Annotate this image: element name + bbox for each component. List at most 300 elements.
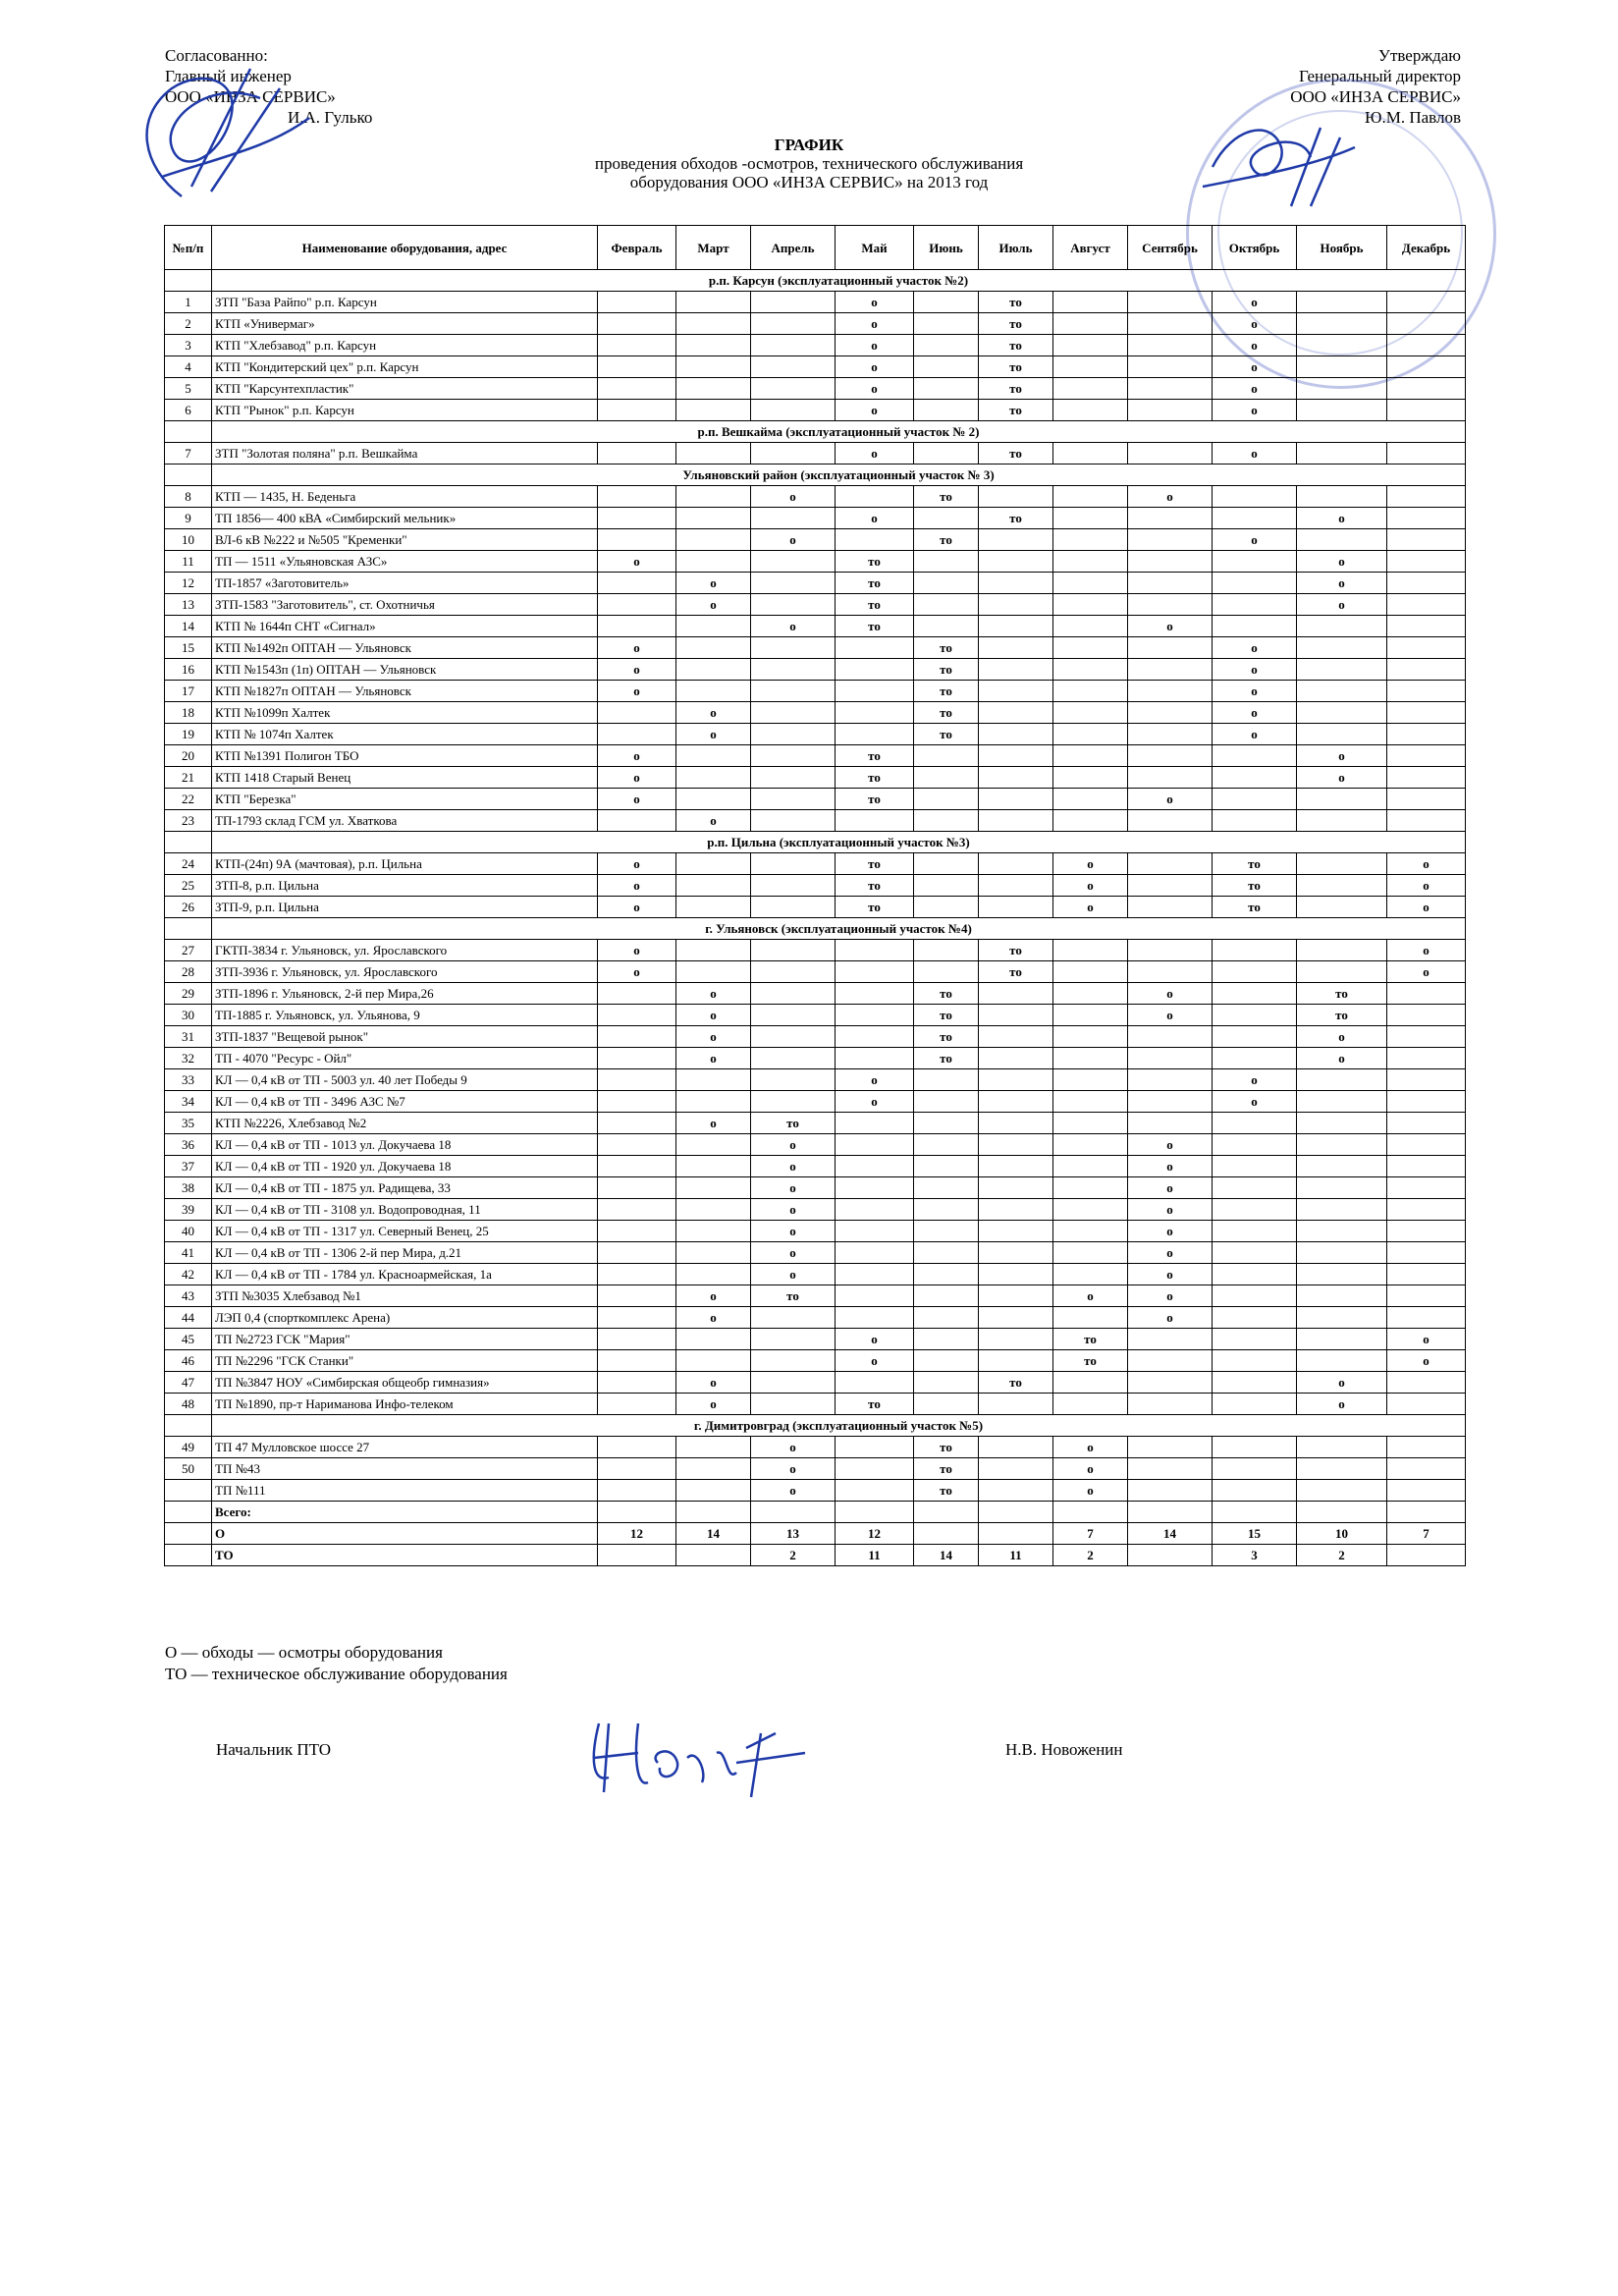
schedule-cell xyxy=(1128,1372,1213,1394)
schedule-cell xyxy=(979,789,1053,810)
schedule-cell xyxy=(1213,1048,1297,1069)
schedule-cell xyxy=(598,983,676,1005)
schedule-cell xyxy=(1297,292,1387,313)
schedule-cell xyxy=(1053,789,1128,810)
schedule-cell xyxy=(979,681,1053,702)
schedule-cell: о xyxy=(1128,1134,1213,1156)
schedule-cell: о xyxy=(1128,616,1213,637)
schedule-cell xyxy=(914,378,979,400)
schedule-cell xyxy=(979,1307,1053,1329)
row-number: 5 xyxy=(165,378,212,400)
document-subtitle-line2: оборудования ООО «ИНЗА СЕРВИС» на 2013 год xyxy=(629,173,989,191)
schedule-cell xyxy=(1053,313,1128,335)
schedule-cell xyxy=(1297,724,1387,745)
row-number: 11 xyxy=(165,551,212,573)
document-title-block xyxy=(0,136,1618,191)
schedule-cell xyxy=(1053,724,1128,745)
row-number: 46 xyxy=(165,1350,212,1372)
schedule-cell: 7 xyxy=(1053,1523,1128,1545)
schedule-cell xyxy=(1053,1264,1128,1285)
schedule-cell xyxy=(1387,1026,1466,1048)
schedule-cell: о xyxy=(598,961,676,983)
schedule-cell xyxy=(979,1394,1053,1415)
schedule-cell xyxy=(598,1091,676,1113)
schedule-cell xyxy=(1053,702,1128,724)
schedule-cell xyxy=(751,292,836,313)
schedule-cell xyxy=(1297,875,1387,897)
schedule-cell xyxy=(979,1437,1053,1458)
schedule-cell xyxy=(914,551,979,573)
equipment-name: ЗТП "Золотая поляна" р.п. Вешкайма xyxy=(212,443,598,465)
schedule-cell xyxy=(1053,983,1128,1005)
row-number: 9 xyxy=(165,508,212,529)
table-row xyxy=(165,853,1466,875)
schedule-cell xyxy=(979,702,1053,724)
schedule-cell xyxy=(979,573,1053,594)
table-row xyxy=(165,637,1466,659)
schedule-cell xyxy=(914,1156,979,1177)
schedule-cell xyxy=(1053,1199,1128,1221)
schedule-cell: о xyxy=(751,529,836,551)
schedule-cell xyxy=(598,1048,676,1069)
schedule-cell xyxy=(751,940,836,961)
schedule-cell xyxy=(1387,356,1466,378)
equipment-name: КТП 1418 Старый Венец xyxy=(212,767,598,789)
schedule-cell: то xyxy=(914,637,979,659)
schedule-cell xyxy=(914,1177,979,1199)
schedule-cell: то xyxy=(1297,1005,1387,1026)
schedule-cell xyxy=(676,681,751,702)
equipment-name: КТП-(24п) 9А (мачтовая), р.п. Цильна xyxy=(212,853,598,875)
table-row xyxy=(165,724,1466,745)
schedule-cell xyxy=(979,1458,1053,1480)
schedule-cell xyxy=(751,659,836,681)
schedule-cell xyxy=(1387,724,1466,745)
schedule-cell xyxy=(676,356,751,378)
schedule-cell xyxy=(1213,810,1297,832)
schedule-cell xyxy=(979,1091,1053,1113)
equipment-name: ЗТП-1583 "Заготовитель", ст. Охотничья xyxy=(212,594,598,616)
schedule-cell xyxy=(1128,724,1213,745)
equipment-name: ТП №111 xyxy=(212,1480,598,1502)
schedule-cell xyxy=(836,1221,914,1242)
table-row xyxy=(165,335,1466,356)
schedule-cell xyxy=(598,400,676,421)
schedule-cell xyxy=(598,1242,676,1264)
schedule-cell xyxy=(914,853,979,875)
schedule-cell: то xyxy=(836,594,914,616)
schedule-cell: 2 xyxy=(1297,1545,1387,1566)
schedule-cell xyxy=(836,702,914,724)
row-number: 45 xyxy=(165,1329,212,1350)
schedule-cell: о xyxy=(1053,897,1128,918)
equipment-name: КТП — 1435, Н. Беденьга xyxy=(212,486,598,508)
schedule-cell xyxy=(676,637,751,659)
schedule-cell xyxy=(1387,335,1466,356)
schedule-cell xyxy=(1128,378,1213,400)
schedule-cell: то xyxy=(979,508,1053,529)
schedule-cell xyxy=(1128,1437,1213,1458)
schedule-cell xyxy=(1387,1134,1466,1156)
schedule-cell xyxy=(676,1221,751,1242)
schedule-cell xyxy=(836,1026,914,1048)
schedule-cell xyxy=(1128,940,1213,961)
table-row xyxy=(165,702,1466,724)
schedule-cell xyxy=(598,1480,676,1502)
section-row xyxy=(165,465,1466,486)
schedule-cell xyxy=(1387,681,1466,702)
table-row xyxy=(165,1091,1466,1113)
schedule-cell xyxy=(1387,551,1466,573)
equipment-name: КЛ — 0,4 кВ от ТП - 1784 ул. Красноармейская, 1а xyxy=(212,1264,598,1285)
approval-left-name: И.А. Гулько xyxy=(288,108,373,127)
row-number: 17 xyxy=(165,681,212,702)
schedule-cell xyxy=(1297,400,1387,421)
schedule-cell xyxy=(1128,702,1213,724)
schedule-cell xyxy=(1213,1026,1297,1048)
schedule-cell xyxy=(914,356,979,378)
row-number: 38 xyxy=(165,1177,212,1199)
schedule-cell xyxy=(1387,1458,1466,1480)
document-subtitle-line1: проведения обходов -осмотров, технического обслуживания xyxy=(594,154,1024,173)
schedule-cell xyxy=(979,1005,1053,1026)
schedule-cell xyxy=(1387,1199,1466,1221)
schedule-cell xyxy=(836,1264,914,1285)
equipment-name: ЗТП-8, р.п. Цильна xyxy=(212,875,598,897)
row-number: 7 xyxy=(165,443,212,465)
schedule-cell: то xyxy=(1213,853,1297,875)
schedule-cell xyxy=(1128,573,1213,594)
table-row xyxy=(165,356,1466,378)
schedule-cell: то xyxy=(836,897,914,918)
equipment-name: ТО xyxy=(212,1545,598,1566)
schedule-cell xyxy=(676,529,751,551)
schedule-cell xyxy=(1053,940,1128,961)
schedule-cell xyxy=(598,1372,676,1394)
schedule-cell xyxy=(979,983,1053,1005)
schedule-cell xyxy=(1128,443,1213,465)
schedule-cell xyxy=(1297,810,1387,832)
schedule-cell xyxy=(979,853,1053,875)
row-number: 20 xyxy=(165,745,212,767)
equipment-name: КТП №1543п (1п) ОПТАН — Ульяновск xyxy=(212,659,598,681)
equipment-name: ТП - 4070 "Ресурс - Ойл" xyxy=(212,1048,598,1069)
schedule-cell xyxy=(1128,1091,1213,1113)
schedule-cell xyxy=(1053,551,1128,573)
schedule-cell xyxy=(598,1026,676,1048)
schedule-cell xyxy=(676,443,751,465)
table-row xyxy=(165,875,1466,897)
schedule-cell xyxy=(1297,659,1387,681)
schedule-cell xyxy=(1128,551,1213,573)
total-row xyxy=(165,1545,1466,1566)
schedule-cell xyxy=(1128,767,1213,789)
document-title: ГРАФИК xyxy=(774,136,844,154)
equipment-name: КТП №1492п ОПТАН — Ульяновск xyxy=(212,637,598,659)
schedule-cell xyxy=(598,702,676,724)
equipment-name: КТП №1391 Полигон ТБО xyxy=(212,745,598,767)
schedule-cell: о xyxy=(1053,1458,1128,1480)
schedule-cell xyxy=(1387,292,1466,313)
schedule-cell xyxy=(914,400,979,421)
schedule-cell xyxy=(676,1480,751,1502)
schedule-cell xyxy=(751,853,836,875)
schedule-cell xyxy=(598,1264,676,1285)
equipment-name: ТП №3847 НОУ «Симбирская общеобр гимназия» xyxy=(212,1372,598,1394)
schedule-cell: о xyxy=(1297,767,1387,789)
schedule-cell xyxy=(836,1242,914,1264)
schedule-cell xyxy=(1213,486,1297,508)
schedule-cell: то xyxy=(836,551,914,573)
schedule-cell xyxy=(676,1242,751,1264)
schedule-cell xyxy=(1053,810,1128,832)
schedule-cell xyxy=(1053,1242,1128,1264)
schedule-cell xyxy=(914,594,979,616)
schedule-cell xyxy=(598,292,676,313)
schedule-cell xyxy=(1213,1242,1297,1264)
schedule-cell xyxy=(751,789,836,810)
equipment-name: ТП — 1511 «Ульяновская АЗС» xyxy=(212,551,598,573)
schedule-cell xyxy=(1213,1502,1297,1523)
schedule-cell xyxy=(1053,681,1128,702)
schedule-cell: то xyxy=(836,616,914,637)
equipment-name: КТП №1099п Халтек xyxy=(212,702,598,724)
schedule-cell xyxy=(1297,702,1387,724)
schedule-cell: о xyxy=(1387,1350,1466,1372)
schedule-cell xyxy=(1297,356,1387,378)
schedule-cell xyxy=(1053,400,1128,421)
schedule-cell xyxy=(1387,400,1466,421)
schedule-cell: о xyxy=(598,659,676,681)
schedule-cell xyxy=(1213,508,1297,529)
schedule-cell xyxy=(676,1134,751,1156)
schedule-cell xyxy=(1128,1069,1213,1091)
schedule-cell xyxy=(979,594,1053,616)
schedule-cell xyxy=(676,1199,751,1221)
approval-right-position: Генеральный директор xyxy=(1298,67,1461,85)
schedule-cell: то xyxy=(836,767,914,789)
schedule-cell xyxy=(1387,573,1466,594)
schedule-cell xyxy=(1387,745,1466,767)
schedule-cell xyxy=(676,551,751,573)
schedule-cell: о xyxy=(751,1458,836,1480)
schedule-cell xyxy=(751,508,836,529)
schedule-cell: то xyxy=(1213,897,1297,918)
schedule-cell xyxy=(751,378,836,400)
schedule-cell: о xyxy=(676,1005,751,1026)
schedule-cell xyxy=(1128,529,1213,551)
schedule-cell xyxy=(598,1394,676,1415)
schedule-cell xyxy=(1387,1307,1466,1329)
schedule-cell: о xyxy=(1128,1005,1213,1026)
schedule-cell xyxy=(979,1177,1053,1199)
schedule-cell xyxy=(598,1156,676,1177)
schedule-cell: о xyxy=(1297,1026,1387,1048)
schedule-cell xyxy=(676,1502,751,1523)
schedule-cell: о xyxy=(598,875,676,897)
schedule-cell xyxy=(751,573,836,594)
table-row xyxy=(165,789,1466,810)
table-row xyxy=(165,1134,1466,1156)
row-number: 2 xyxy=(165,313,212,335)
row-number: 19 xyxy=(165,724,212,745)
schedule-cell xyxy=(1297,940,1387,961)
schedule-cell xyxy=(1128,594,1213,616)
equipment-name: КТП № 1644п СНТ «Сигнал» xyxy=(212,616,598,637)
schedule-cell xyxy=(1297,1458,1387,1480)
schedule-cell: о xyxy=(1297,1048,1387,1069)
schedule-cell xyxy=(914,573,979,594)
schedule-cell xyxy=(1053,1502,1128,1523)
schedule-cell: 15 xyxy=(1213,1523,1297,1545)
schedule-cell xyxy=(914,508,979,529)
section-row xyxy=(165,421,1466,443)
schedule-cell xyxy=(836,1437,914,1458)
schedule-cell xyxy=(1213,573,1297,594)
schedule-cell: о xyxy=(598,940,676,961)
schedule-cell: о xyxy=(1128,789,1213,810)
column-header: Декабрь xyxy=(1387,226,1466,270)
column-header: Июль xyxy=(979,226,1053,270)
schedule-cell xyxy=(836,529,914,551)
schedule-cell xyxy=(1213,1221,1297,1242)
schedule-cell xyxy=(979,1048,1053,1069)
row-number: 33 xyxy=(165,1069,212,1091)
table-row xyxy=(165,1329,1466,1350)
schedule-cell xyxy=(751,1307,836,1329)
schedule-cell xyxy=(979,1026,1053,1048)
schedule-cell xyxy=(914,961,979,983)
schedule-cell xyxy=(1053,745,1128,767)
row-number: 26 xyxy=(165,897,212,918)
schedule-cell: о xyxy=(1387,940,1466,961)
schedule-cell: о xyxy=(598,767,676,789)
schedule-cell xyxy=(1053,961,1128,983)
schedule-cell xyxy=(1297,1502,1387,1523)
schedule-cell xyxy=(751,961,836,983)
schedule-cell: о xyxy=(676,1372,751,1394)
schedule-cell xyxy=(1128,313,1213,335)
equipment-name: ЗТП №3035 Хлебзавод №1 xyxy=(212,1285,598,1307)
schedule-cell xyxy=(914,1307,979,1329)
schedule-cell xyxy=(751,702,836,724)
schedule-cell: о xyxy=(1387,853,1466,875)
schedule-cell xyxy=(676,616,751,637)
schedule-cell xyxy=(1128,853,1213,875)
schedule-cell: 13 xyxy=(751,1523,836,1545)
schedule-cell xyxy=(1297,1242,1387,1264)
schedule-cell xyxy=(1128,1113,1213,1134)
schedule-cell xyxy=(1213,983,1297,1005)
row-number xyxy=(165,1502,212,1523)
schedule-cell: о xyxy=(1213,1091,1297,1113)
schedule-cell xyxy=(979,616,1053,637)
approval-right-company: ООО «ИНЗА СЕРВИС» xyxy=(1290,87,1461,106)
schedule-cell xyxy=(1213,789,1297,810)
schedule-cell xyxy=(598,313,676,335)
row-number: 42 xyxy=(165,1264,212,1285)
schedule-cell: о xyxy=(751,1264,836,1285)
row-number: 13 xyxy=(165,594,212,616)
schedule-cell xyxy=(1387,1394,1466,1415)
row-number: 23 xyxy=(165,810,212,832)
table-row xyxy=(165,313,1466,335)
schedule-cell xyxy=(1213,1394,1297,1415)
row-number: 40 xyxy=(165,1221,212,1242)
schedule-cell xyxy=(914,1502,979,1523)
schedule-cell xyxy=(598,356,676,378)
schedule-cell xyxy=(751,400,836,421)
schedule-cell xyxy=(1387,1437,1466,1458)
schedule-cell xyxy=(1297,443,1387,465)
schedule-cell: то xyxy=(914,983,979,1005)
table-row xyxy=(165,961,1466,983)
row-number: 32 xyxy=(165,1048,212,1069)
schedule-cell: 11 xyxy=(979,1545,1053,1566)
schedule-cell: то xyxy=(751,1113,836,1134)
schedule-cell xyxy=(1387,1264,1466,1285)
schedule-cell xyxy=(1128,1545,1213,1566)
column-header: Сентябрь xyxy=(1128,226,1213,270)
schedule-cell xyxy=(1128,1458,1213,1480)
schedule-cell: о xyxy=(751,1221,836,1242)
schedule-cell: то xyxy=(979,940,1053,961)
schedule-cell xyxy=(676,853,751,875)
equipment-name: КЛ — 0,4 кВ от ТП - 3496 АЗС №7 xyxy=(212,1091,598,1113)
schedule-cell xyxy=(914,897,979,918)
section-blank-cell xyxy=(165,421,212,443)
schedule-cell xyxy=(979,529,1053,551)
section-title: г. Димитровград (эксплуатационный участок №5) xyxy=(212,1415,1466,1437)
schedule-cell xyxy=(1297,1156,1387,1177)
schedule-cell: то xyxy=(914,659,979,681)
equipment-name: ЗТП "База Райпо" р.п. Карсун xyxy=(212,292,598,313)
schedule-cell: о xyxy=(751,1480,836,1502)
schedule-cell xyxy=(1128,681,1213,702)
schedule-cell xyxy=(914,940,979,961)
schedule-cell xyxy=(598,529,676,551)
schedule-cell: о xyxy=(1213,1069,1297,1091)
schedule-cell xyxy=(1213,1134,1297,1156)
schedule-cell xyxy=(676,1350,751,1372)
schedule-cell xyxy=(914,1264,979,1285)
schedule-cell xyxy=(598,1005,676,1026)
schedule-cell xyxy=(1213,745,1297,767)
table-row xyxy=(165,1394,1466,1415)
schedule-cell: то xyxy=(914,702,979,724)
schedule-cell xyxy=(598,508,676,529)
row-number xyxy=(165,1545,212,1566)
schedule-cell xyxy=(1053,1026,1128,1048)
schedule-cell xyxy=(1053,1091,1128,1113)
schedule-cell xyxy=(979,1285,1053,1307)
schedule-cell xyxy=(914,1329,979,1350)
schedule-cell xyxy=(676,1091,751,1113)
schedule-cell xyxy=(979,1523,1053,1545)
equipment-name: ТП 47 Мулловское шоссе 27 xyxy=(212,1437,598,1458)
schedule-cell xyxy=(676,767,751,789)
schedule-cell xyxy=(914,313,979,335)
schedule-cell xyxy=(1297,681,1387,702)
schedule-cell xyxy=(979,486,1053,508)
table-row xyxy=(165,1285,1466,1307)
schedule-cell xyxy=(979,745,1053,767)
row-number: 18 xyxy=(165,702,212,724)
schedule-cell: то xyxy=(979,292,1053,313)
schedule-cell xyxy=(598,1134,676,1156)
schedule-cell: то xyxy=(1213,875,1297,897)
schedule-cell xyxy=(1053,1069,1128,1091)
